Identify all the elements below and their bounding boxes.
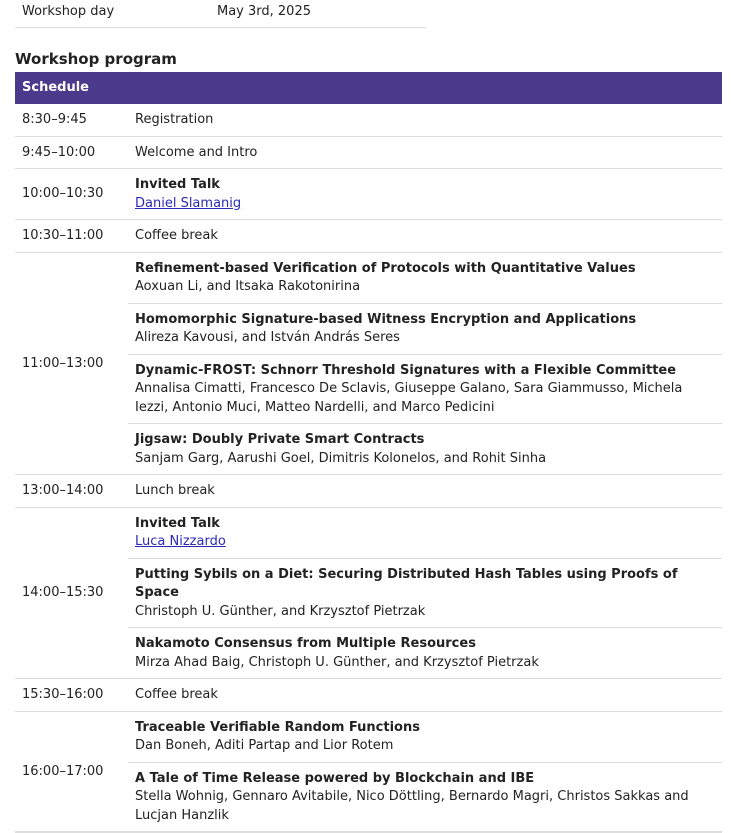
talk-authors: Annalisa Cimatti, Francesco De Sclavis, Giuseppe Galano, Sara Giammusso, Michela Iezzi, Antonio Muci, Matteo Nardelli, and Marco Pedicini — [135, 381, 683, 415]
time-cell: 15:30–16:00 — [15, 679, 128, 712]
talk-authors: Mirza Ahad Baig, Christoph U. Günther, and Krzysztof Pietrzak — [135, 654, 539, 670]
talk-authors: Aoxuan Li, and Itsaka Rakotonirina — [135, 279, 361, 294]
section-title: Workshop program — [15, 50, 177, 68]
schedule-header-row — [15, 72, 722, 104]
session-cell — [128, 424, 722, 475]
schedule-container — [15, 72, 722, 832]
talk-authors: Stella Wohnig, Gennaro Avitabile, Nico Döttling, Bernardo Magri, Christos Sakkas and Lucjan Hanzlik — [135, 789, 689, 823]
session-label: Lunch break — [135, 483, 215, 498]
time-cell: 14:00–15:30 — [15, 507, 128, 679]
session-cell — [128, 628, 722, 679]
time-cell: 13:00–14:00 — [15, 475, 128, 508]
workshop-info-table — [15, 0, 426, 28]
session-cell — [128, 762, 722, 832]
schedule-row — [15, 507, 722, 558]
schedule-row — [15, 711, 722, 762]
schedule-table — [15, 72, 722, 832]
talk-authors: Christoph U. Günther, and Krzysztof Pietrzak — [135, 603, 426, 619]
time-cell: 8:30–9:45 — [15, 104, 128, 136]
schedule-header: Schedule — [15, 72, 722, 104]
session-cell — [128, 169, 722, 220]
session-cell — [128, 220, 722, 253]
workshop-day-label: Workshop day — [15, 0, 210, 28]
talk-title: Homomorphic Signature-based Witness Encryption and Applications — [135, 311, 637, 327]
time-cell: 16:00–17:00 — [15, 711, 128, 832]
schedule-row — [15, 169, 722, 220]
talk-authors: Dan Boneh, Aditi Partap and Lior Rotem — [135, 738, 394, 753]
schedule-row — [15, 220, 722, 253]
speaker-link[interactable]: Luca Nizzardo — [135, 534, 226, 549]
talk-title: Refinement-based Verification of Protocols with Quantitative Values — [135, 260, 636, 276]
talk-title: Nakamoto Consensus from Multiple Resources — [135, 636, 476, 651]
session-cell — [128, 136, 722, 169]
session-cell — [128, 679, 722, 712]
session-label: Welcome and Intro — [135, 144, 258, 160]
talk-title: Putting Sybils on a Diet: Securing Distributed Hash Tables using Proofs of Space — [135, 566, 678, 600]
schedule-row — [15, 252, 722, 303]
talk-title: Invited Talk — [135, 515, 220, 531]
session-cell — [128, 711, 722, 762]
talk-title: A Tale of Time Release powered by Blockchain and IBE — [135, 770, 535, 786]
talk-title: Dynamic-FROST: Schnorr Threshold Signatures with a Flexible Committee — [135, 362, 677, 378]
speaker-link[interactable]: Daniel Slamanig — [135, 195, 242, 211]
talk-title: Jigsaw: Doubly Private Smart Contracts — [135, 432, 425, 447]
session-cell — [128, 252, 722, 303]
schedule-row — [15, 679, 722, 712]
talk-title: Invited Talk — [135, 177, 220, 192]
session-cell — [128, 104, 722, 136]
time-cell: 9:45–10:00 — [15, 136, 128, 169]
session-label: Coffee break — [135, 228, 218, 243]
time-cell: 10:30–11:00 — [15, 220, 128, 253]
schedule-row — [15, 475, 722, 508]
schedule-row — [15, 104, 722, 136]
talk-authors: Alireza Kavousi, and István András Seres — [135, 330, 400, 345]
workshop-day-value: May 3rd, 2025 — [210, 0, 426, 28]
time-cell: 10:00–10:30 — [15, 169, 128, 220]
info-row — [15, 0, 426, 28]
talk-title: Traceable Verifiable Random Functions — [135, 719, 420, 735]
session-cell — [128, 558, 722, 628]
session-cell — [128, 354, 722, 424]
session-label: Registration — [135, 112, 214, 127]
schedule-row — [15, 136, 722, 169]
session-label: Coffee break — [135, 687, 218, 702]
schedule-body — [15, 104, 722, 832]
time-cell: 11:00–13:00 — [15, 252, 128, 475]
session-cell — [128, 507, 722, 558]
session-cell — [128, 303, 722, 354]
talk-authors: Sanjam Garg, Aarushi Goel, Dimitris Kolonelos, and Rohit Sinha — [135, 450, 547, 466]
session-cell — [128, 475, 722, 508]
